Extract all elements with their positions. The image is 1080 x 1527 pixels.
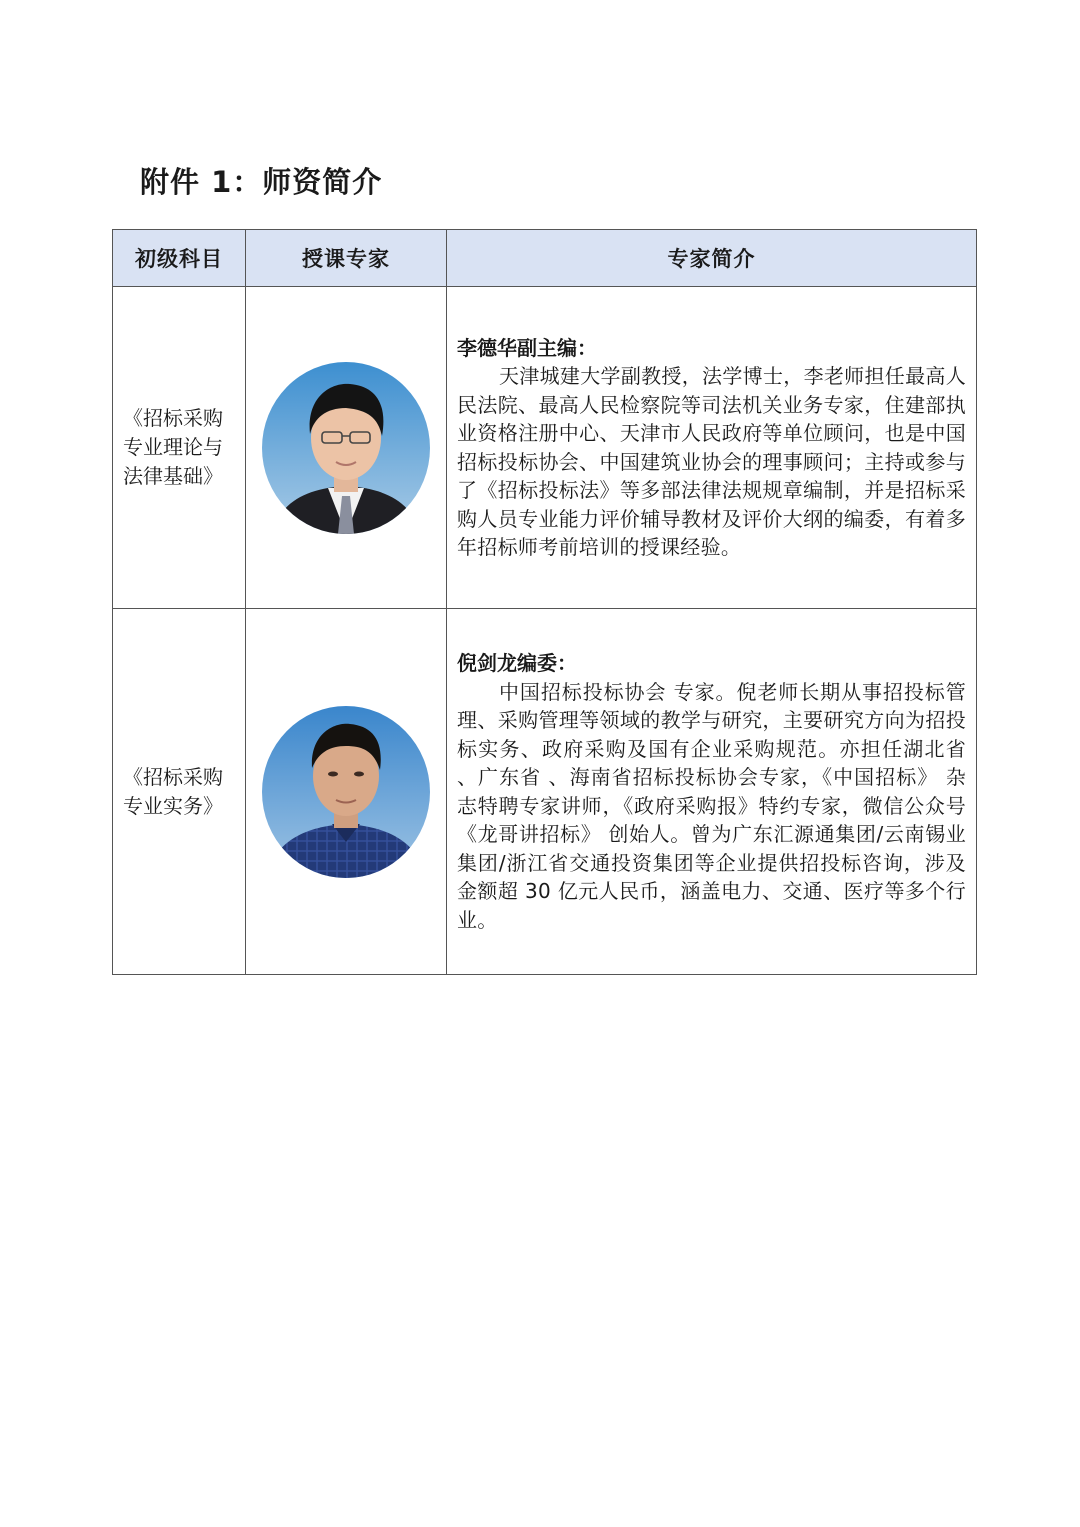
header-profile: 专家简介 [447, 230, 977, 287]
profile-cell [447, 287, 977, 609]
page-title: 附件 1：师资简介 [140, 165, 383, 199]
table-row [113, 609, 977, 975]
faculty-table [112, 229, 977, 975]
subject-cell: 《招标采购专业实务》 [113, 609, 246, 975]
instructor-photo [262, 706, 430, 878]
header-instructor: 授课专家 [246, 230, 447, 287]
table-row [113, 287, 977, 609]
subject-cell: 《招标采购专业理论与法律基础》 [113, 287, 246, 609]
instructor-name: 倪剑龙编委： [457, 651, 577, 675]
instructor-photo [262, 362, 430, 534]
header-subject: 初级科目 [113, 230, 246, 287]
instructor-bio: 中国招标投标协会 专家。倪老师长期从事招投标管理、采购管理等领域的教学与研究，主要研究方向为招投标实务、政府采购及国有企业采购规范。亦担任湖北省 、广东省 、海南省招标投标协会专家，《中国招标》 杂志特聘专家讲师，《政府采购报》特约专家，微信公众号 《龙哥讲招标》 创始人。曾为广东汇源通集团/云南锡业集团/浙江省交通投资集团等企业提供招投标咨询，涉及金额超 30 亿元人民币，涵盖电力、交通、医疗等多个行业。 [457, 679, 966, 932]
instructor-bio: 天津城建大学副教授，法学博士，李老师担任最高人民法院、最高人民检察院等司法机关业务专家，住建部执业资格注册中心、天津市人民政府等单位顾问，也是中国招标投标协会、中国建筑业协会的理事顾问；主持或参与了《招标投标法》等多部法律法规规章编制，并是招标采购人员专业能力评价辅导教材及评价大纲的编委，有着多年招标师考前培训的授课经验。 [457, 364, 966, 559]
profile-cell [447, 609, 977, 975]
photo-cell [246, 287, 447, 609]
instructor-name: 李德华副主编： [457, 335, 597, 360]
table-header-row [113, 230, 977, 287]
photo-cell [246, 609, 447, 975]
